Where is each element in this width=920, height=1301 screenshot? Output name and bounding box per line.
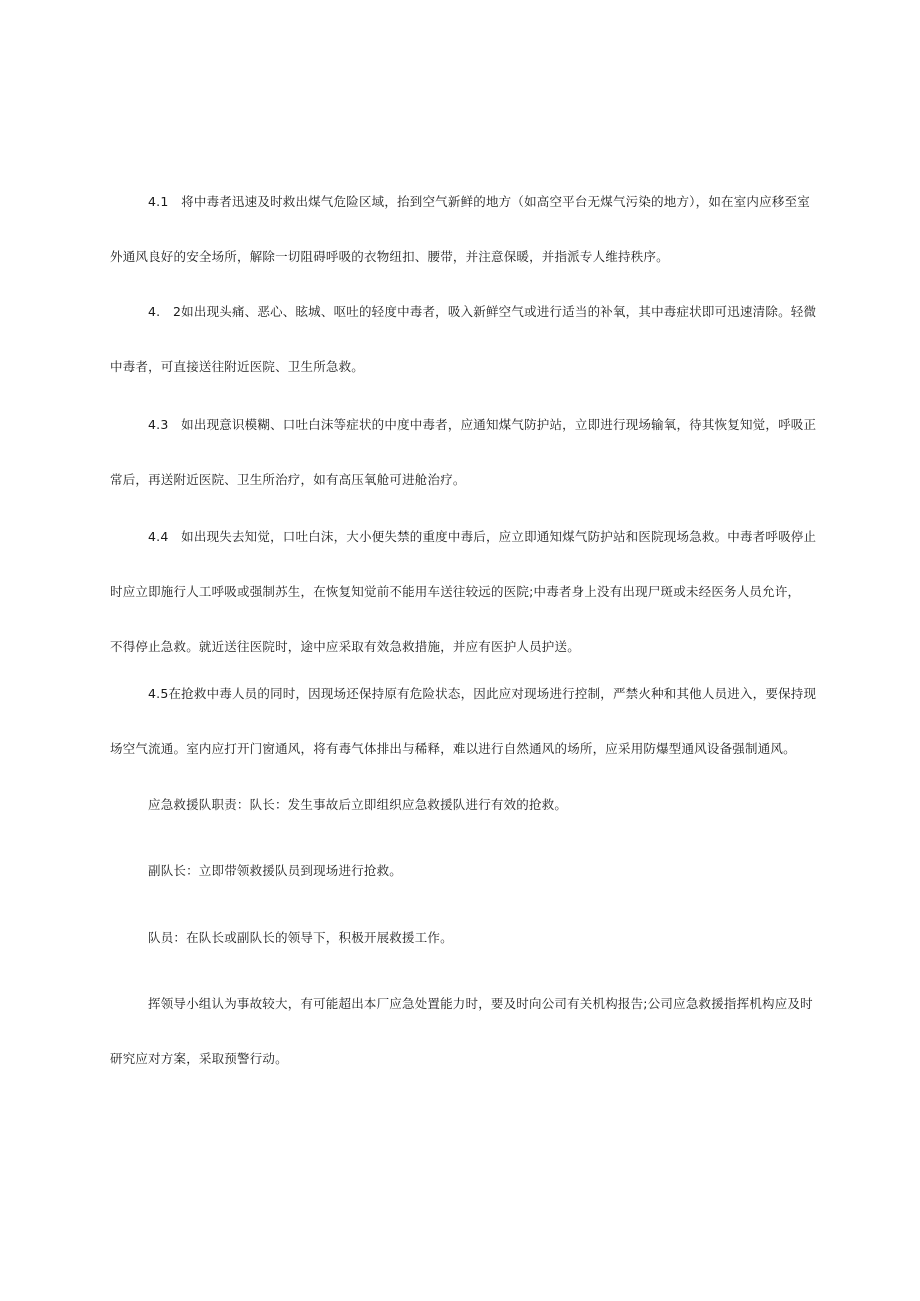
paragraph-4-5 — [110, 666, 842, 776]
paragraph-team-duties — [110, 777, 842, 832]
paragraph-line: 中毒者，可直接送往附近医院、卫生所急救。 — [110, 359, 365, 374]
paragraph-line: 4. 2如出现头痛、恶心、眩城、呕吐的轻度中毒者，吸入新鲜空气或进行适当的补氧，其中毒症状即可迅速清除。轻微 — [148, 304, 817, 319]
paragraph-team-members — [110, 910, 842, 965]
paragraph-4-1 — [110, 174, 842, 284]
paragraph-deputy-leader — [110, 843, 842, 898]
paragraph-4-2 — [110, 284, 842, 394]
paragraph-line: 不得停止急救。就近送往医院时，途中应采取有效急救措施，并应有医护人员护送。 — [110, 639, 580, 654]
paragraph-command-report — [110, 976, 842, 1086]
paragraph-line: 场空气流通。室内应打开门窗通风，将有毒气体排出与稀释，难以进行自然通风的场所，应采用防爆型通风设备强制通风。 — [110, 741, 796, 756]
paragraph-line: 4.5在抢救中毒人员的同时，因现场还保持原有危险状态，因此应对现场进行控制，严禁火种和其他人员进入，要保持现 — [148, 686, 817, 701]
paragraph-line: 常后，再送附近医院、卫生所治疗，如有高压氧舱可进舱治疗。 — [110, 472, 466, 487]
paragraph-4-3 — [110, 397, 842, 507]
paragraph-line: 研究应对方案，采取预警行动。 — [110, 1051, 288, 1066]
paragraph-line: 副队长：立即带领救援队员到现场进行抢救。 — [148, 863, 403, 878]
paragraph-line: 4.3 如出现意识模糊、口吐白沫等症状的中度中毒者，应通知煤气防护站，立即进行现场输氧，待其恢复知觉，呼吸正 — [148, 417, 817, 432]
paragraph-line: 4.4 如出现失去知觉，口吐白沫，大小便失禁的重度中毒后，应立即通知煤气防护站和医院现场急救。中毒者呼吸停止 — [148, 529, 817, 544]
paragraph-line: 应急救援队职责：队长：发生事故后立即组织应急救援队进行有效的抢救。 — [148, 797, 568, 812]
paragraph-4-4 — [110, 509, 842, 674]
paragraph-line: 队员：在队长或副队长的领导下，积极开展救援工作。 — [148, 930, 453, 945]
paragraph-line: 时应立即施行人工呼吸或强制苏生，在恢复知觉前不能用车送往较远的医院;中毒者身上没有出现尸斑或未经医务人员允许， — [110, 584, 801, 599]
paragraph-line: 挥领导小组认为事故较大，有可能超出本厂应急处置能力时，要及时向公司有关机构报告;公司应急救援指挥机构应及时 — [148, 996, 813, 1011]
paragraph-line: 4.1 将中毒者迅速及时救出煤气危险区域，抬到空气新鲜的地方（如高空平台无煤气污染的地方），如在室内应移至室 — [148, 194, 810, 209]
paragraph-line: 外通风良好的安全场所，解除一切阻碍呼吸的衣物纽扣、腰带，并注意保暖，并指派专人维持秩序。 — [110, 249, 669, 264]
